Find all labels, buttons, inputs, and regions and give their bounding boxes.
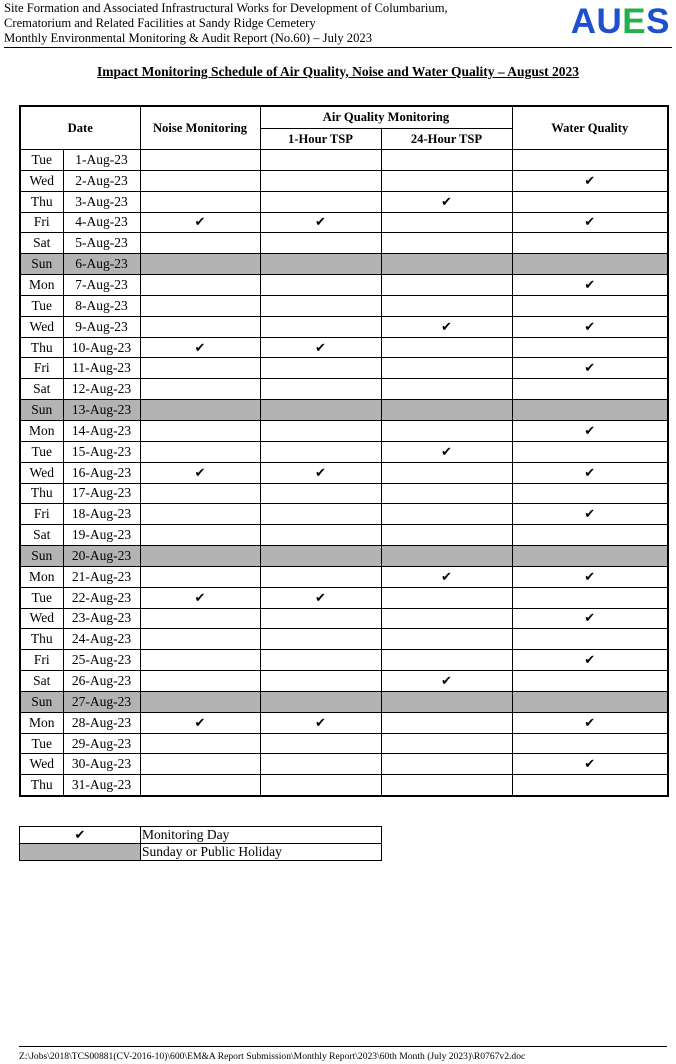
- date-cell: 23-Aug-23: [63, 608, 140, 629]
- table-row: [20, 212, 668, 233]
- report-header: [4, 1, 672, 48]
- tsp24-cell: [381, 191, 512, 212]
- check-icon: ✔: [584, 611, 596, 627]
- tsp24-cell: [381, 316, 512, 337]
- tsp1-cell: [260, 462, 381, 483]
- noise-cell: [140, 170, 260, 191]
- table-row: [20, 671, 668, 692]
- water-cell: [512, 629, 668, 650]
- report-header-text: [4, 1, 448, 47]
- check-icon: ✔: [584, 173, 596, 189]
- water-cell: [512, 587, 668, 608]
- day-cell: Fri: [20, 650, 63, 671]
- tsp1-cell: [260, 546, 381, 567]
- date-cell: 7-Aug-23: [63, 275, 140, 296]
- tsp1-cell: [260, 254, 381, 275]
- tsp1-cell: [260, 420, 381, 441]
- day-cell: Wed: [20, 754, 63, 775]
- tsp1-cell: [260, 275, 381, 296]
- water-cell: [512, 400, 668, 421]
- day-cell: Mon: [20, 420, 63, 441]
- legend-row-monitoring: [20, 827, 382, 844]
- tsp24-cell: [381, 170, 512, 191]
- day-cell: Sat: [20, 671, 63, 692]
- noise-cell: [140, 191, 260, 212]
- header-line-3: Monthly Environmental Monitoring & Audit Report (No.60) – July 2023: [4, 31, 372, 46]
- date-cell: 19-Aug-23: [63, 525, 140, 546]
- water-cell: [512, 691, 668, 712]
- tsp24-cell: [381, 650, 512, 671]
- noise-cell: [140, 233, 260, 254]
- tsp24-cell: [381, 629, 512, 650]
- table-row: [20, 712, 668, 733]
- table-row: [20, 650, 668, 671]
- check-icon: ✔: [584, 215, 596, 231]
- water-cell: [512, 358, 668, 379]
- noise-cell: [140, 733, 260, 754]
- tsp24-cell: [381, 150, 512, 171]
- check-icon: ✔: [194, 715, 206, 731]
- tsp24-cell: [381, 379, 512, 400]
- water-cell: [512, 483, 668, 504]
- table-row: [20, 546, 668, 567]
- day-cell: Wed: [20, 316, 63, 337]
- tsp1-cell: [260, 337, 381, 358]
- water-cell: [512, 337, 668, 358]
- date-cell: 21-Aug-23: [63, 566, 140, 587]
- tsp24-cell: [381, 566, 512, 587]
- table-row: [20, 504, 668, 525]
- water-cell: [512, 671, 668, 692]
- table-row: [20, 691, 668, 712]
- check-icon: ✔: [315, 340, 326, 356]
- legend-holiday-swatch: [20, 844, 141, 861]
- day-cell: Wed: [20, 608, 63, 629]
- tsp1-cell: [260, 212, 381, 233]
- noise-cell: [140, 671, 260, 692]
- water-cell: [512, 441, 668, 462]
- table-row: [20, 608, 668, 629]
- table-row: [20, 295, 668, 316]
- date-cell: 24-Aug-23: [63, 629, 140, 650]
- date-cell: 11-Aug-23: [63, 358, 140, 379]
- table-row: [20, 254, 668, 275]
- noise-cell: [140, 712, 260, 733]
- day-cell: Thu: [20, 483, 63, 504]
- noise-cell: [140, 775, 260, 796]
- noise-cell: [140, 254, 260, 275]
- table-row: [20, 462, 668, 483]
- day-cell: Tue: [20, 441, 63, 462]
- tsp24-cell: [381, 358, 512, 379]
- table-row: [20, 441, 668, 462]
- check-icon: ✔: [584, 653, 596, 669]
- noise-monitoring-header: Noise Monitoring: [140, 106, 260, 150]
- tsp24-cell: [381, 337, 512, 358]
- tsp1-cell: [260, 233, 381, 254]
- date-cell: 20-Aug-23: [63, 546, 140, 567]
- tsp24-cell: [381, 691, 512, 712]
- day-cell: Sun: [20, 691, 63, 712]
- water-cell: [512, 295, 668, 316]
- day-cell: Sat: [20, 233, 63, 254]
- date-cell: 17-Aug-23: [63, 483, 140, 504]
- check-icon: ✔: [315, 590, 326, 606]
- water-cell: [512, 462, 668, 483]
- table-row: [20, 566, 668, 587]
- day-cell: Tue: [20, 587, 63, 608]
- tsp24-cell: [381, 546, 512, 567]
- check-icon: ✔: [315, 215, 326, 231]
- tsp1-cell: [260, 150, 381, 171]
- legend-table: [19, 826, 382, 861]
- water-cell: [512, 608, 668, 629]
- tsp24-cell: [381, 587, 512, 608]
- tsp24-cell: [381, 754, 512, 775]
- check-icon: ✔: [441, 319, 452, 335]
- water-cell: [512, 420, 668, 441]
- tsp24-cell: [381, 462, 512, 483]
- header-line-2: Crematorium and Related Facilities at Sandy Ridge Cemetery: [4, 16, 316, 31]
- tsp24-cell: [381, 504, 512, 525]
- noise-cell: [140, 650, 260, 671]
- water-cell: [512, 275, 668, 296]
- day-cell: Thu: [20, 775, 63, 796]
- tsp24-cell: [381, 775, 512, 796]
- water-cell: [512, 191, 668, 212]
- tsp1-cell: [260, 504, 381, 525]
- noise-cell: [140, 504, 260, 525]
- noise-cell: [140, 150, 260, 171]
- legend-holiday-label: Sunday or Public Holiday: [141, 844, 382, 861]
- check-icon: ✔: [584, 465, 596, 481]
- water-cell: [512, 546, 668, 567]
- tsp-24-hour-header: 24-Hour TSP: [381, 129, 512, 150]
- schedule-title: Impact Monitoring Schedule of Air Quality, Noise and Water Quality – August 2023: [97, 64, 579, 79]
- tsp1-cell: [260, 754, 381, 775]
- tsp1-cell: [260, 525, 381, 546]
- check-icon: ✔: [584, 423, 596, 439]
- table-row: [20, 400, 668, 421]
- day-cell: Sun: [20, 546, 63, 567]
- table-row: [20, 170, 668, 191]
- check-icon: ✔: [584, 757, 596, 773]
- day-cell: Tue: [20, 295, 63, 316]
- day-cell: Sun: [20, 254, 63, 275]
- tsp24-cell: [381, 420, 512, 441]
- check-icon: ✔: [441, 674, 452, 690]
- noise-cell: [140, 441, 260, 462]
- day-cell: Tue: [20, 150, 63, 171]
- tsp24-cell: [381, 525, 512, 546]
- noise-cell: [140, 587, 260, 608]
- noise-cell: [140, 420, 260, 441]
- noise-cell: [140, 400, 260, 421]
- tsp1-cell: [260, 441, 381, 462]
- tsp1-cell: [260, 629, 381, 650]
- day-cell: Fri: [20, 212, 63, 233]
- check-icon: ✔: [194, 465, 206, 481]
- table-row: [20, 525, 668, 546]
- check-icon: ✔: [584, 361, 596, 377]
- date-cell: 29-Aug-23: [63, 733, 140, 754]
- date-cell: 15-Aug-23: [63, 441, 140, 462]
- date-cell: 12-Aug-23: [63, 379, 140, 400]
- date-cell: 16-Aug-23: [63, 462, 140, 483]
- check-icon: ✔: [194, 215, 206, 231]
- tsp1-cell: [260, 483, 381, 504]
- tsp1-cell: [260, 358, 381, 379]
- legend-check-icon: [20, 827, 141, 844]
- date-cell: 2-Aug-23: [63, 170, 140, 191]
- tsp24-cell: [381, 212, 512, 233]
- date-cell: 31-Aug-23: [63, 775, 140, 796]
- date-cell: 28-Aug-23: [63, 712, 140, 733]
- tsp24-cell: [381, 233, 512, 254]
- tsp24-cell: [381, 733, 512, 754]
- tsp1-cell: [260, 712, 381, 733]
- day-cell: Fri: [20, 504, 63, 525]
- noise-cell: [140, 295, 260, 316]
- date-cell: 9-Aug-23: [63, 316, 140, 337]
- check-icon: ✔: [584, 569, 596, 585]
- water-cell: [512, 754, 668, 775]
- tsp24-cell: [381, 441, 512, 462]
- check-icon: ✔: [194, 340, 206, 356]
- check-icon: ✔: [441, 444, 452, 460]
- tsp1-cell: [260, 691, 381, 712]
- tsp-1-hour-header: 1-Hour TSP: [260, 129, 381, 150]
- table-row: [20, 754, 668, 775]
- day-cell: Mon: [20, 566, 63, 587]
- tsp1-cell: [260, 650, 381, 671]
- check-icon: ✔: [584, 715, 596, 731]
- day-cell: Thu: [20, 337, 63, 358]
- noise-cell: [140, 483, 260, 504]
- date-cell: 25-Aug-23: [63, 650, 140, 671]
- noise-cell: [140, 608, 260, 629]
- date-cell: 14-Aug-23: [63, 420, 140, 441]
- legend-check-symbol: ✔: [74, 828, 86, 843]
- tsp1-cell: [260, 733, 381, 754]
- tsp24-cell: [381, 608, 512, 629]
- table-row: [20, 337, 668, 358]
- tsp1-cell: [260, 191, 381, 212]
- day-cell: Sun: [20, 400, 63, 421]
- water-quality-header: Water Quality: [512, 106, 668, 150]
- tsp1-cell: [260, 379, 381, 400]
- tsp1-cell: [260, 566, 381, 587]
- noise-cell: [140, 212, 260, 233]
- table-row: [20, 275, 668, 296]
- check-icon: ✔: [584, 507, 596, 523]
- water-cell: [512, 170, 668, 191]
- noise-cell: [140, 525, 260, 546]
- logo-letter-a: A: [570, 2, 597, 41]
- date-header: Date: [20, 106, 140, 150]
- tsp24-cell: [381, 295, 512, 316]
- noise-cell: [140, 691, 260, 712]
- noise-cell: [140, 754, 260, 775]
- date-cell: 26-Aug-23: [63, 671, 140, 692]
- schedule-body: [20, 150, 668, 797]
- table-row: [20, 420, 668, 441]
- noise-cell: [140, 566, 260, 587]
- day-cell: Mon: [20, 275, 63, 296]
- table-row: [20, 191, 668, 212]
- noise-cell: [140, 629, 260, 650]
- table-row: [20, 587, 668, 608]
- tsp24-cell: [381, 254, 512, 275]
- table-row: [20, 775, 668, 796]
- date-cell: 6-Aug-23: [63, 254, 140, 275]
- check-icon: ✔: [315, 465, 326, 481]
- day-cell: Thu: [20, 191, 63, 212]
- noise-cell: [140, 358, 260, 379]
- noise-cell: [140, 546, 260, 567]
- table-row: [20, 483, 668, 504]
- water-cell: [512, 525, 668, 546]
- day-cell: Sat: [20, 525, 63, 546]
- water-cell: [512, 733, 668, 754]
- water-cell: [512, 316, 668, 337]
- check-icon: ✔: [584, 277, 596, 293]
- check-icon: ✔: [441, 569, 452, 585]
- day-cell: Wed: [20, 462, 63, 483]
- aues-logo: [571, 3, 670, 41]
- day-cell: Fri: [20, 358, 63, 379]
- legend-row-holiday: [20, 844, 382, 861]
- check-icon: ✔: [315, 715, 326, 731]
- header-line-1: Site Formation and Associated Infrastructural Works for Development of Columbarium,: [4, 1, 448, 15]
- date-cell: 5-Aug-23: [63, 233, 140, 254]
- tsp24-cell: [381, 275, 512, 296]
- table-row: [20, 233, 668, 254]
- logo-letter-e: E: [622, 2, 647, 41]
- date-cell: 4-Aug-23: [63, 212, 140, 233]
- water-cell: [512, 379, 668, 400]
- table-row: [20, 358, 668, 379]
- table-row: [20, 316, 668, 337]
- water-cell: [512, 650, 668, 671]
- noise-cell: [140, 337, 260, 358]
- table-row: [20, 733, 668, 754]
- tsp24-cell: [381, 712, 512, 733]
- tsp1-cell: [260, 170, 381, 191]
- date-cell: 27-Aug-23: [63, 691, 140, 712]
- tsp1-cell: [260, 587, 381, 608]
- tsp24-cell: [381, 483, 512, 504]
- tsp1-cell: [260, 316, 381, 337]
- tsp1-cell: [260, 400, 381, 421]
- water-cell: [512, 212, 668, 233]
- noise-cell: [140, 316, 260, 337]
- date-cell: 30-Aug-23: [63, 754, 140, 775]
- check-icon: ✔: [441, 194, 452, 210]
- water-cell: [512, 504, 668, 525]
- date-cell: 10-Aug-23: [63, 337, 140, 358]
- legend-monitoring-label: Monitoring Day: [141, 827, 382, 844]
- day-cell: Sat: [20, 379, 63, 400]
- table-row: [20, 150, 668, 171]
- noise-cell: [140, 462, 260, 483]
- date-cell: 22-Aug-23: [63, 587, 140, 608]
- day-cell: Mon: [20, 712, 63, 733]
- tsp1-cell: [260, 671, 381, 692]
- noise-cell: [140, 379, 260, 400]
- date-cell: 13-Aug-23: [63, 400, 140, 421]
- logo-letter-u: U: [596, 2, 623, 41]
- air-quality-header: Air Quality Monitoring: [260, 106, 512, 129]
- monitoring-schedule-table: [19, 105, 669, 797]
- tsp1-cell: [260, 608, 381, 629]
- water-cell: [512, 150, 668, 171]
- day-cell: Tue: [20, 733, 63, 754]
- tsp24-cell: [381, 400, 512, 421]
- date-cell: 8-Aug-23: [63, 295, 140, 316]
- file-path-footer: Z:\Jobs\2018\TCS00881(CV-2016-10)\600\EM&A Report Submission\Monthly Report\2023\60th Month (July 2023)\R0767v2.doc: [19, 1046, 667, 1062]
- table-row: [20, 629, 668, 650]
- logo-letter-s: S: [646, 2, 670, 41]
- water-cell: [512, 233, 668, 254]
- water-cell: [512, 254, 668, 275]
- water-cell: [512, 566, 668, 587]
- check-icon: ✔: [584, 319, 596, 335]
- check-icon: ✔: [194, 590, 206, 606]
- date-cell: 18-Aug-23: [63, 504, 140, 525]
- water-cell: [512, 712, 668, 733]
- noise-cell: [140, 275, 260, 296]
- day-cell: Thu: [20, 629, 63, 650]
- tsp1-cell: [260, 775, 381, 796]
- tsp24-cell: [381, 671, 512, 692]
- water-cell: [512, 775, 668, 796]
- table-row: [20, 379, 668, 400]
- date-cell: 1-Aug-23: [63, 150, 140, 171]
- day-cell: Wed: [20, 170, 63, 191]
- date-cell: 3-Aug-23: [63, 191, 140, 212]
- tsp1-cell: [260, 295, 381, 316]
